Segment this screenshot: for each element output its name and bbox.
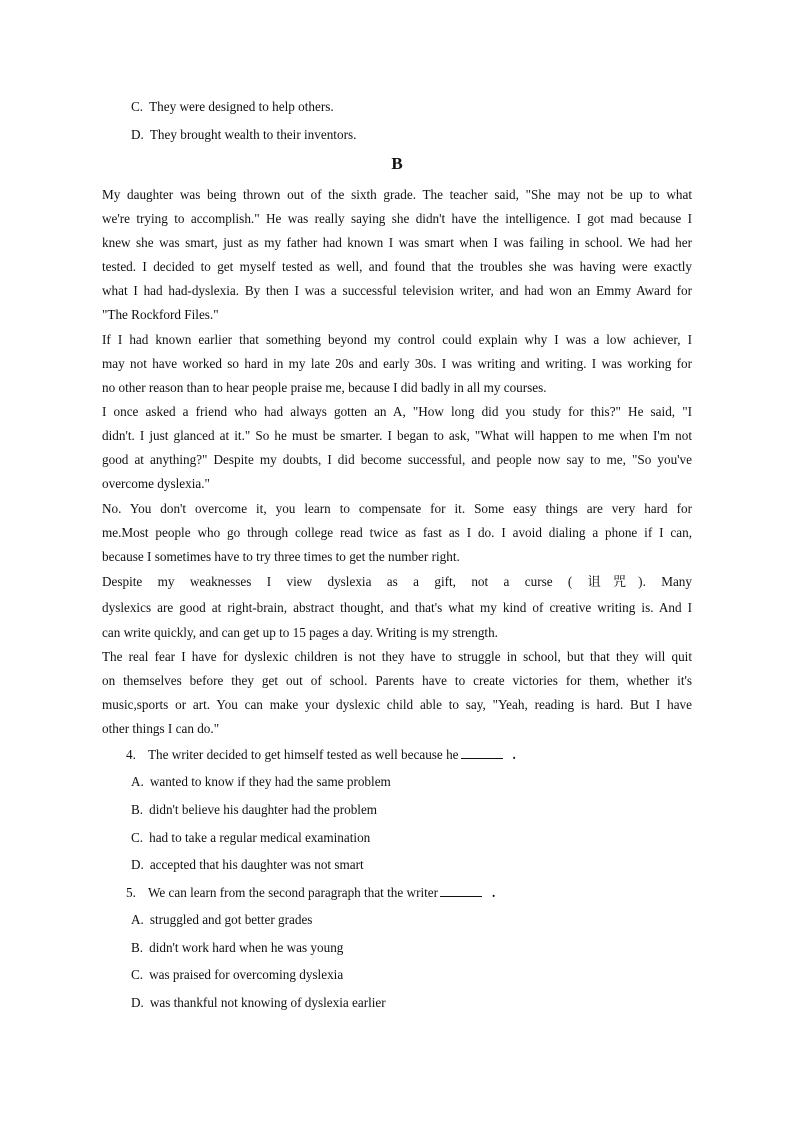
option-letter: D. <box>131 857 144 872</box>
passage-line: other things I can do." <box>102 721 220 736</box>
option-d <box>131 127 356 143</box>
question-5-option-d <box>131 995 386 1011</box>
option-letter: C. <box>131 967 144 982</box>
passage-line: no other reason than to hear people praise me, because I did badly in all my courses. <box>102 380 547 395</box>
passage-line: because I sometimes have to try three times to get the number right. <box>102 549 460 564</box>
option-text: was thankful not knowing of dyslexia earlier <box>149 995 386 1010</box>
question-4 <box>126 746 516 763</box>
passage-line: what I had had-dyslexia. By then I was a successful television writer, and had won an Emmy Award for <box>102 283 692 298</box>
section-title: B <box>391 154 403 173</box>
passage-line: If I had known earlier that something beyond my control could explain why I was a low achiever, I <box>102 332 692 347</box>
option-letter: B. <box>131 940 144 955</box>
question-number: 5. <box>126 885 136 900</box>
question-5-option-a <box>131 912 312 928</box>
passage-line: No. You don't overcome it, you learn to compensate for it. Some easy things are very hard for <box>102 501 692 516</box>
passage-line: knew she was smart, just as my father had known I was smart when I was failing in school. We had her <box>102 235 692 250</box>
question-end: . <box>492 885 496 900</box>
option-text: wanted to know if they had the same problem <box>149 774 391 789</box>
passage-line: Despite my weaknesses I view dyslexia as a gift, not a curse ( 诅咒). Many <box>102 574 692 589</box>
question-4-option-c <box>131 830 370 846</box>
question-4-option-a <box>131 774 391 790</box>
option-text: had to take a regular medical examination <box>149 830 371 845</box>
option-text: didn't believe his daughter had the problem <box>149 802 378 817</box>
option-text: They were designed to help others. <box>149 99 334 114</box>
passage-line: music,sports or art. You can make your dyslexic child able to say, "Yeah, reading is hard. But I have <box>102 697 692 712</box>
passage-line: dyslexics are good at right-brain, abstract thought, and that's what my kind of creative writing is. And I <box>102 600 692 615</box>
question-number: 4. <box>126 747 136 762</box>
passage-line: The real fear I have for dyslexic children is not they have to struggle in school, but that they will quit <box>102 649 692 664</box>
passage-line: didn't. I just glanced at it." So he must be smarter. I began to ask, "What will happen to me when I'm not <box>102 428 692 443</box>
question-5 <box>126 884 495 901</box>
question-5-option-c <box>131 967 343 983</box>
option-letter: A. <box>131 912 144 927</box>
option-text: struggled and got better grades <box>149 912 313 927</box>
option-c <box>131 99 334 115</box>
passage-line: me.Most people who go through college read twice as fast as I do. I avoid dialing a phone if I can, <box>102 525 692 540</box>
option-letter: A. <box>131 774 144 789</box>
question-4-option-b <box>131 802 377 818</box>
question-end: . <box>512 747 516 762</box>
option-letter: C. <box>131 99 144 114</box>
passage-line: on themselves before they get out of school. Parents have to create victories for them, whether it's <box>102 673 692 688</box>
option-text: didn't work hard when he was young <box>149 940 344 955</box>
option-text: They brought wealth to their inventors. <box>149 127 357 142</box>
question-4-option-d <box>131 857 364 873</box>
answer-blank <box>461 746 503 759</box>
passage-line: I once asked a friend who had always gotten an A, "How long did you study for this?" He said, "I <box>102 404 692 419</box>
passage-line: My daughter was being thrown out of the sixth grade. The teacher said, "She may not be up to what <box>102 187 692 202</box>
passage-line: "The Rockford Files." <box>102 307 219 322</box>
passage-line: good at anything?" Despite my doubts, I did become successful, and people now say to me, "So you've <box>102 452 692 467</box>
option-letter: B. <box>131 802 144 817</box>
question-stem: We can learn from the second paragraph that the writer <box>148 885 439 900</box>
passage-line: may not have worked so hard in my late 20s and early 30s. I was writing and writing. I was working for <box>102 356 692 371</box>
question-stem: The writer decided to get himself tested as well because he <box>148 747 459 762</box>
option-text: was praised for overcoming dyslexia <box>149 967 344 982</box>
passage-line: tested. I decided to get myself tested as well, and found that the troubles she was having were exactly <box>102 259 692 274</box>
option-text: accepted that his daughter was not smart <box>149 857 364 872</box>
option-letter: D. <box>131 127 144 142</box>
passage-line: can write quickly, and can get up to 15 pages a day. Writing is my strength. <box>102 625 498 640</box>
passage-line: overcome dyslexia." <box>102 476 210 491</box>
answer-blank <box>440 884 482 897</box>
question-5-option-b <box>131 940 343 956</box>
option-letter: D. <box>131 995 144 1010</box>
option-letter: C. <box>131 830 144 845</box>
passage-line: we're trying to accomplish." He was really saying she didn't have the intelligence. I got mad because I <box>102 211 692 226</box>
